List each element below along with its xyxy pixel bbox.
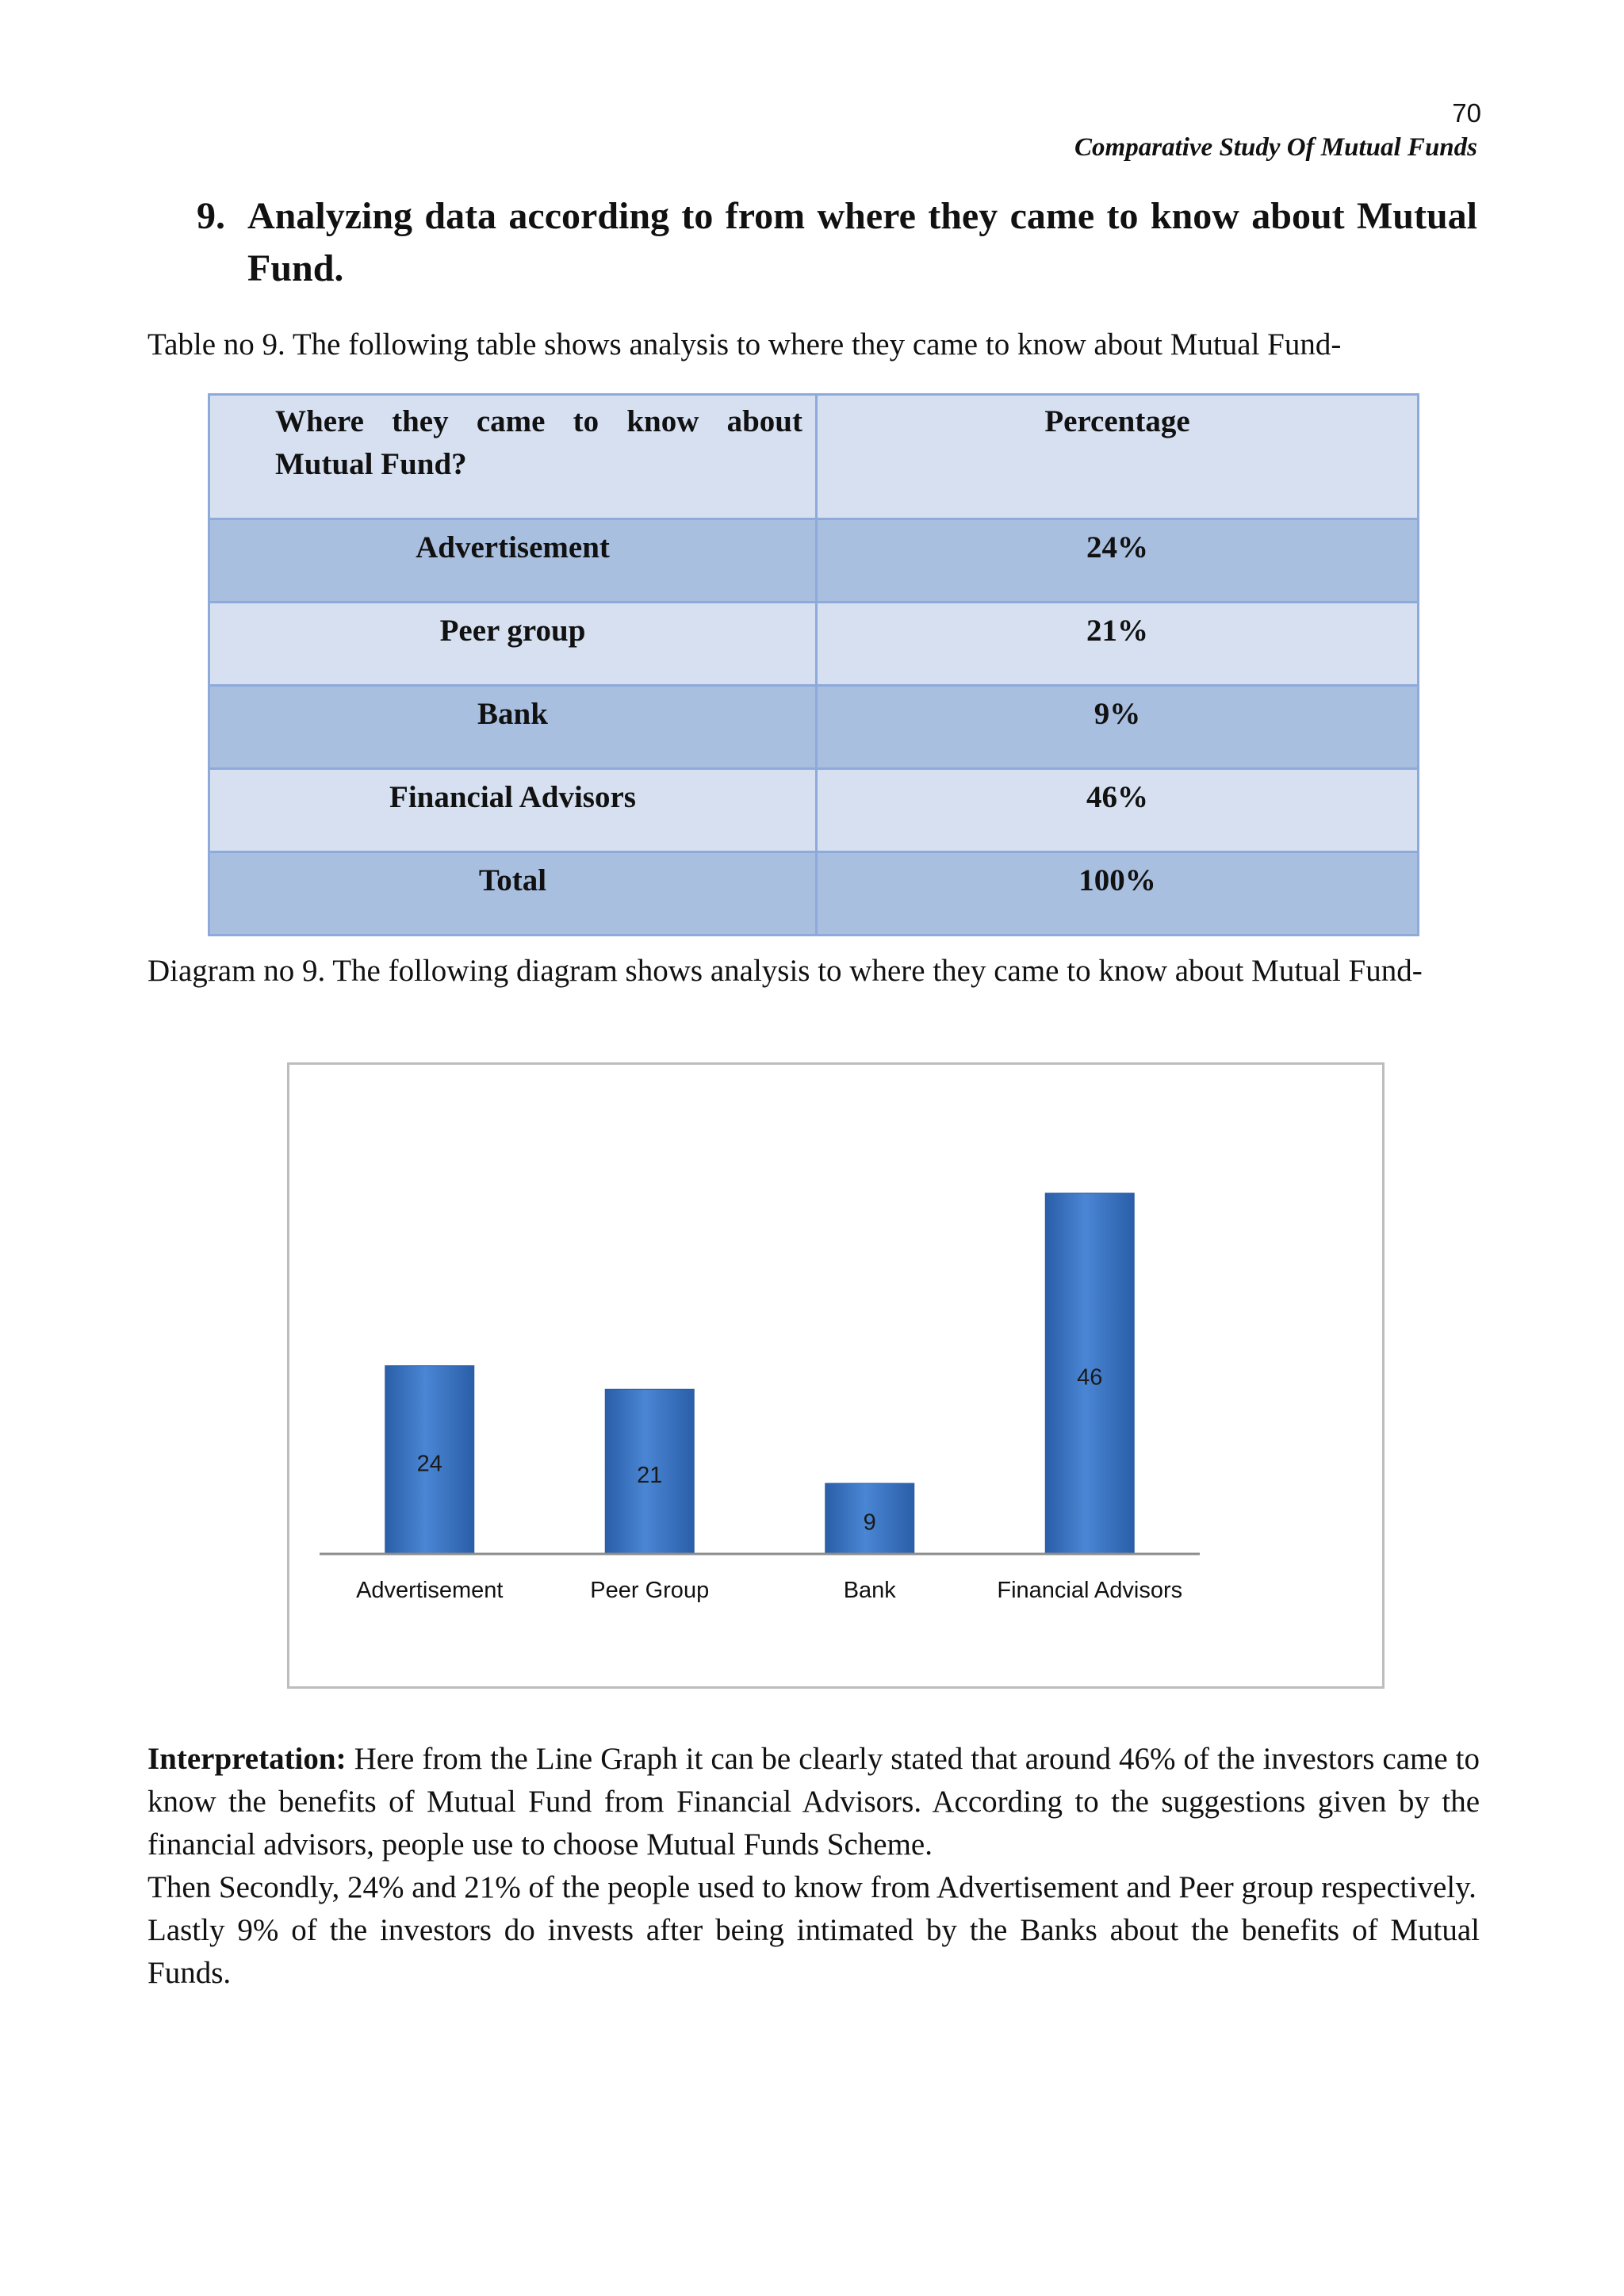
table-cell-source: Bank	[209, 686, 817, 769]
bar-data-label: 21	[637, 1463, 663, 1489]
table-cell-percentage: 21%	[817, 603, 1419, 686]
table-header-source: Where they came to know about Mutual Fund?	[209, 395, 817, 519]
section-number: 9.	[197, 195, 225, 237]
table-cell-source: Advertisement	[209, 519, 817, 603]
table-cell-percentage: 46%	[817, 769, 1419, 852]
x-tick-label: Peer Group	[590, 1578, 710, 1603]
source-table	[208, 393, 1419, 936]
bar-chart-svg	[289, 1065, 1382, 1686]
table-cell-source: Total	[209, 852, 817, 936]
interpretation-text: Here from the Line Graph it can be clearly stated that around 46% of the investors came to know the benefits of Mutual Fund from Financial Advisors. According to the suggestions given by the financial advisors, people use to choose Mutual Funds Scheme.	[147, 1742, 1480, 1862]
table-cell-percentage: 100%	[817, 852, 1419, 936]
table-cell-percentage: 9%	[817, 686, 1419, 769]
page-number: 70	[1452, 98, 1481, 128]
table-cell-percentage: 24%	[817, 519, 1419, 603]
bar-data-label: 46	[1077, 1364, 1103, 1391]
x-tick-label: Financial Advisors	[997, 1578, 1183, 1603]
table-header-row	[209, 395, 1419, 519]
bar-chart	[287, 1062, 1385, 1689]
running-header: Comparative Study Of Mutual Funds	[1074, 133, 1477, 162]
diagram-caption: Diagram no 9. The following diagram shows analysis to where they came to know about Mutual Fund-	[147, 954, 1423, 988]
x-tick-label: Bank	[843, 1578, 896, 1603]
interpretation-paragraph: Lastly 9% of the investors do invests after being intimated by the Banks about the benefits of Mutual Funds.	[147, 1913, 1480, 1990]
table-row-total	[209, 852, 1419, 936]
interpretation-paragraph	[147, 1738, 1480, 1866]
section-heading	[197, 190, 1477, 295]
x-tick-label: Advertisement	[356, 1578, 504, 1603]
section-title: Analyzing data according to from where they came to know about Mutual Fund.	[247, 195, 1477, 289]
bar-data-label: 9	[863, 1510, 876, 1536]
table-row	[209, 769, 1419, 852]
table-cell-source: Peer group	[209, 603, 817, 686]
table-row	[209, 519, 1419, 603]
table-row	[209, 686, 1419, 769]
interpretation	[147, 1738, 1480, 1995]
table-cell-source: Financial Advisors	[209, 769, 817, 852]
table-caption: Table no 9. The following table shows analysis to where they came to know about Mutual Fund-	[147, 327, 1342, 362]
table-row	[209, 603, 1419, 686]
interpretation-paragraph: Then Secondly, 24% and 21% of the people used to know from Advertisement and Peer group respectively.	[147, 1870, 1477, 1904]
interpretation-label: Interpretation:	[147, 1742, 347, 1776]
bar-data-label: 24	[416, 1451, 442, 1477]
table-header-percentage: Percentage	[817, 395, 1419, 519]
